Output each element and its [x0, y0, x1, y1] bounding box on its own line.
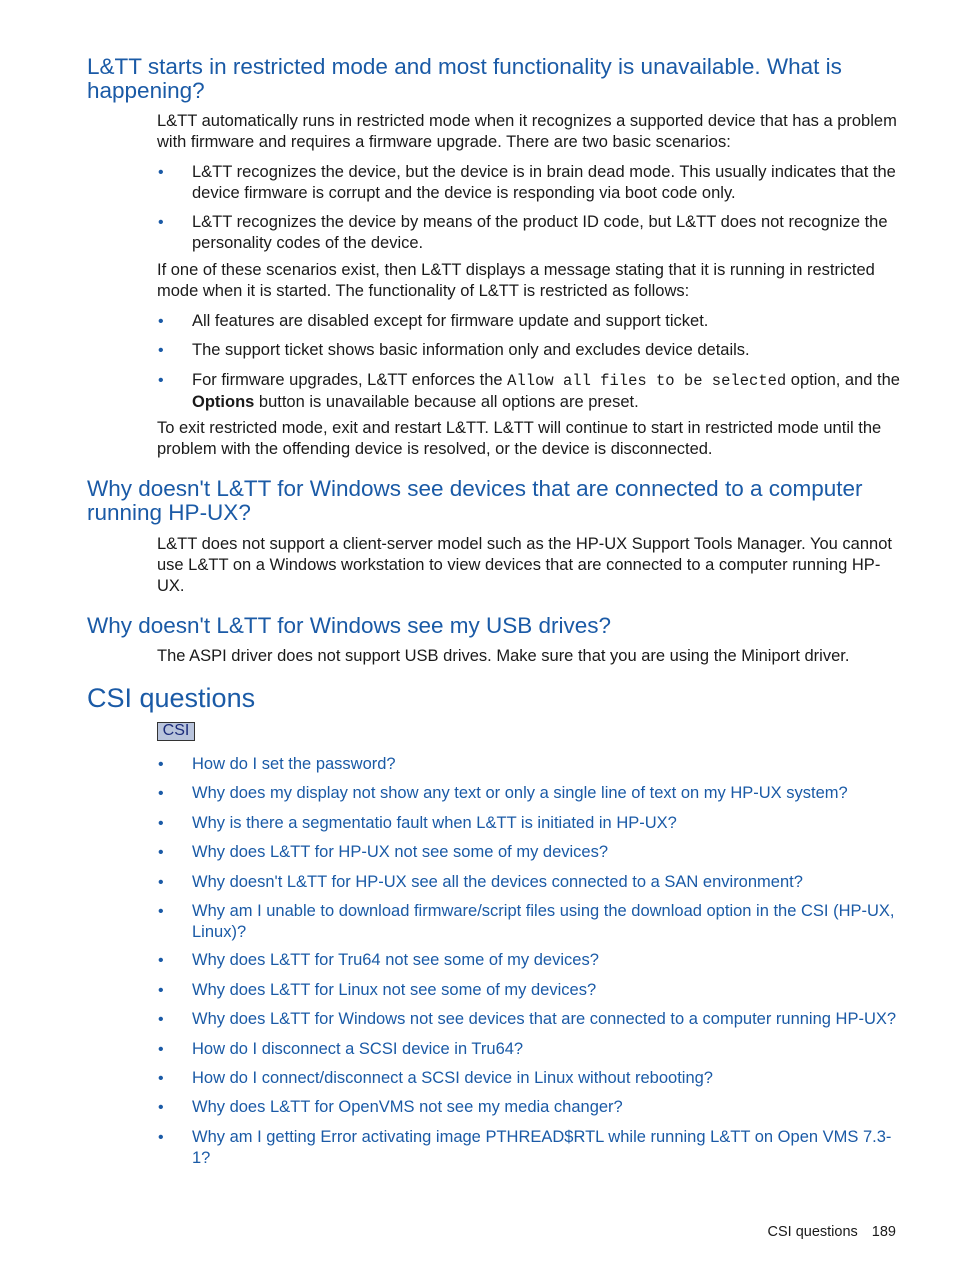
windows-hpux-paragraph: L&TT does not support a client-server model such as the HP-UX Support Tools Manager. You cannot use L&TT on a Windows workstation to view devices that are connected to a computer running HP-UX.: [157, 535, 892, 595]
restricted-behavior-paragraph: If one of these scenarios exist, then L&TT displays a message stating that it is running in restricted mode when it is started. The functionality of L&TT is restricted as follows:: [157, 261, 875, 300]
csi-link-item[interactable]: [158, 980, 902, 1001]
bullet-icon: •: [158, 313, 164, 330]
heading-csi-questions: CSI questions: [87, 683, 256, 713]
bullet-icon: •: [158, 844, 164, 861]
page-number: 189: [871, 1224, 896, 1240]
link-pthread-error[interactable]: Why am I getting Error activating image PTHREAD$RTL while running L&TT on Open VMS 7.3-1?: [192, 1128, 892, 1167]
bullet-icon: •: [158, 982, 164, 999]
bullet-icon: •: [158, 952, 164, 969]
heading-windows-hpux: Why doesn't L&TT for Windows see devices that are connected to a computer running HP-UX?: [87, 476, 863, 525]
bullet-icon: •: [158, 756, 164, 773]
link-tru64-devices[interactable]: Why does L&TT for Tru64 not see some of my devices?: [192, 951, 599, 969]
bullet-icon: •: [158, 874, 164, 891]
link-windows-hpux[interactable]: Why does L&TT for Windows not see devices that are connected to a computer running HP-UX?: [192, 1010, 897, 1028]
link-download-firmware[interactable]: Why am I unable to download firmware/script files using the download option in the CSI (HP-UX, Linux)?: [192, 902, 895, 941]
heading-usb-drives: Why doesn't L&TT for Windows see my USB drives?: [87, 613, 612, 638]
list-item: • L&TT recognizes the device, but the device is in brain dead mode. This usually indicates that the device firmware is corrupt and the device is responding via boot code only.: [158, 163, 896, 202]
restricted-intro-paragraph: L&TT automatically runs in restricted mode when it recognizes a supported device that has a problem with firmware and requires a firmware upgrade. There are two basic scenarios:: [157, 112, 897, 151]
link-hpux-devices[interactable]: Why does L&TT for HP-UX not see some of my devices?: [192, 843, 609, 861]
bullet-icon: •: [158, 785, 164, 802]
link-display-text[interactable]: Why does my display not show any text or only a single line of text on my HP-UX system?: [192, 784, 848, 802]
bullet-icon: •: [158, 815, 164, 832]
options-button-label: Options: [192, 393, 255, 411]
csi-link-item[interactable]: [158, 754, 902, 775]
csi-link-item[interactable]: [158, 1039, 902, 1060]
bullet-icon: •: [158, 903, 164, 920]
page-footer: [768, 1223, 896, 1241]
list-item: • The support ticket shows basic information only and excludes device details.: [158, 341, 750, 359]
link-set-password[interactable]: How do I set the password?: [192, 755, 396, 773]
csi-link-item[interactable]: [158, 1068, 902, 1089]
csi-link-item[interactable]: [158, 813, 902, 834]
csi-badge: CSI: [157, 722, 195, 741]
link-disconnect-tru64[interactable]: How do I disconnect a SCSI device in Tru64?: [192, 1040, 524, 1058]
list-item: • All features are disabled except for firmware update and support ticket.: [158, 312, 709, 330]
csi-link-item[interactable]: [158, 872, 902, 893]
csi-link-item[interactable]: [158, 1127, 902, 1169]
code-allow-all-files: Allow all files to be selected: [507, 372, 787, 390]
list-item: • L&TT recognizes the device by means of the product ID code, but L&TT does not recognize the personality codes of the device.: [158, 213, 888, 252]
exit-restricted-paragraph: To exit restricted mode, exit and restart L&TT. L&TT will continue to start in restricted mode until the problem with the offending device is resolved, or the device is disconnected.: [157, 419, 882, 458]
csi-link-item[interactable]: [158, 950, 902, 971]
heading-restricted-mode: L&TT starts in restricted mode and most functionality is unavailable. What is happening?: [87, 54, 842, 103]
csi-link-item[interactable]: [158, 1097, 902, 1118]
csi-link-item[interactable]: [158, 1009, 902, 1030]
csi-link-item[interactable]: [158, 901, 902, 943]
link-linux-scsi[interactable]: How do I connect/disconnect a SCSI device in Linux without rebooting?: [192, 1069, 713, 1087]
bullet-icon: •: [158, 1129, 164, 1146]
csi-link-item[interactable]: [158, 783, 902, 804]
bullet-icon: •: [158, 372, 164, 389]
bullet-icon: •: [158, 1011, 164, 1028]
bullet-icon: •: [158, 1041, 164, 1058]
footer-section-title: CSI questions: [767, 1224, 858, 1240]
usb-drives-paragraph: The ASPI driver does not support USB drives. Make sure that you are using the Miniport driver.: [157, 647, 850, 665]
link-hpux-san[interactable]: Why doesn't L&TT for HP-UX see all the devices connected to a SAN environment?: [192, 873, 803, 891]
csi-link-item[interactable]: [158, 842, 902, 863]
bullet-icon: •: [158, 214, 164, 231]
bullet-icon: •: [158, 164, 164, 181]
bullet-icon: •: [158, 1099, 164, 1116]
link-segmentation-fault[interactable]: Why is there a segmentatio fault when L&TT is initiated in HP-UX?: [192, 814, 677, 832]
bullet-icon: •: [158, 342, 164, 359]
link-linux-devices[interactable]: Why does L&TT for Linux not see some of my devices?: [192, 981, 597, 999]
bullet-icon: •: [158, 1070, 164, 1087]
list-item-firmware-upgrades: • For firmware upgrades, L&TT enforces the Allow all files to be selected option, and the Options button is unavailable because all options are preset.: [158, 371, 900, 411]
link-openvms-changer[interactable]: Why does L&TT for OpenVMS not see my media changer?: [192, 1098, 623, 1116]
